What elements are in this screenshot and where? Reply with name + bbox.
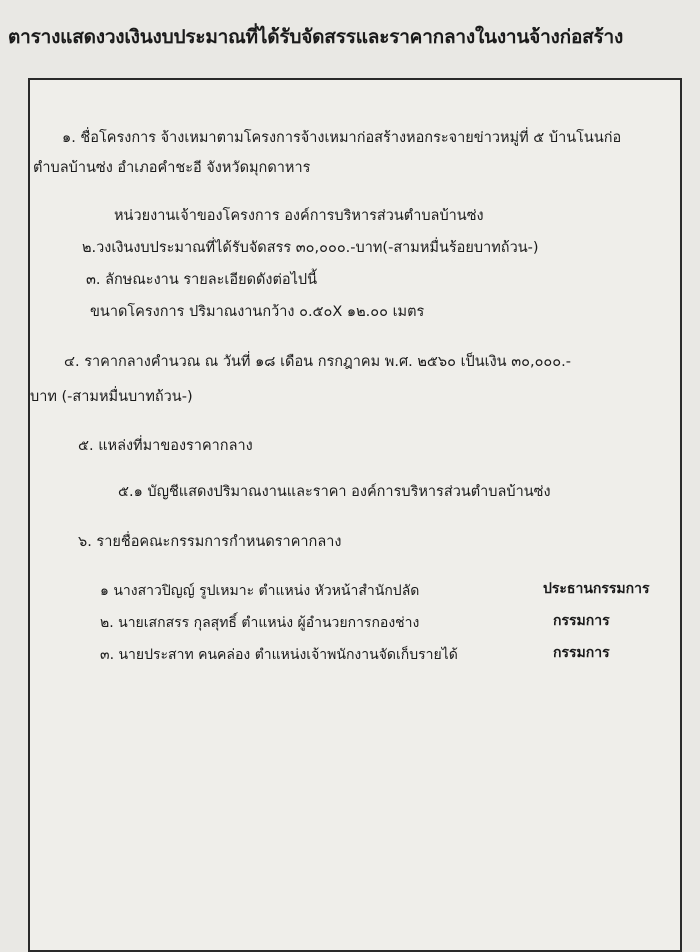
committee-member-name: ๑ นางสาวปิญญ์ รูปเหมาะ ตำแหน่ง หัวหน้าสำนักปลัด (100, 583, 420, 599)
budget-line: ๒.วงเงินงบประมาณที่ได้รับจัดสรร ๓๐,๐๐๐.-บาท(-สามหมื่นร้อยบาทถ้วน-) (82, 240, 539, 256)
price-source-heading: ๕. แหล่งที่มาของราคากลาง (78, 438, 253, 454)
committee-member-role: กรรมการ (553, 613, 610, 629)
committee-heading: ๖. รายชื่อคณะกรรมการกำหนดราคากลาง (78, 534, 342, 550)
project-name-line2: ตำบลบ้านซ่ง อำเภอคำชะอี จังหวัดมุกดาหาร (33, 160, 311, 176)
work-nature-heading: ๓. ลักษณะงาน รายละเอียดดังต่อไปนี้ (86, 272, 318, 288)
committee-member-name: ๓. นายประสาท คนคล่อง ตำแหน่งเจ้าพนักงานจัดเก็บรายได้ (100, 647, 458, 663)
price-source-item: ๕.๑ บัญชีแสดงปริมาณงานและราคา องค์การบริหารส่วนตำบลบ้านซ่ง (118, 484, 551, 500)
median-price-line1: ๔. ราคากลางคำนวณ ณ วันที่ ๑๘ เดือน กรกฎาคม พ.ศ. ๒๕๖๐ เป็นเงิน ๓๐,๐๐๐.- (64, 354, 571, 370)
committee-member-role: กรรมการ (553, 645, 610, 661)
committee-member-name: ๒. นายเสกสรร กุลสุทธิ์ ตำแหน่ง ผู้อำนวยการกองช่าง (100, 615, 420, 631)
page-title: ตารางแสดงวงเงินงบประมาณที่ได้รับจัดสรรและราคากลางในงานจ้างก่อสร้าง (8, 26, 624, 48)
median-price-line2: บาท (-สามหมื่นบาทถ้วน-) (30, 389, 193, 405)
committee-member-role: ประธานกรรมการ (543, 581, 650, 597)
project-size-detail: ขนาดโครงการ ปริมาณงานกว้าง ๐.๕๐X ๑๒.๐๐ เมตร (90, 304, 425, 320)
project-agency: หน่วยงานเจ้าของโครงการ องค์การบริหารส่วนตำบลบ้านซ่ง (114, 208, 484, 224)
project-name-line1: ๑. ชื่อโครงการ จ้างเหมาตามโครงการจ้างเหมาก่อสร้างหอกระจายข่าวหมู่ที่ ๕ บ้านโนนก่อ (62, 130, 622, 146)
